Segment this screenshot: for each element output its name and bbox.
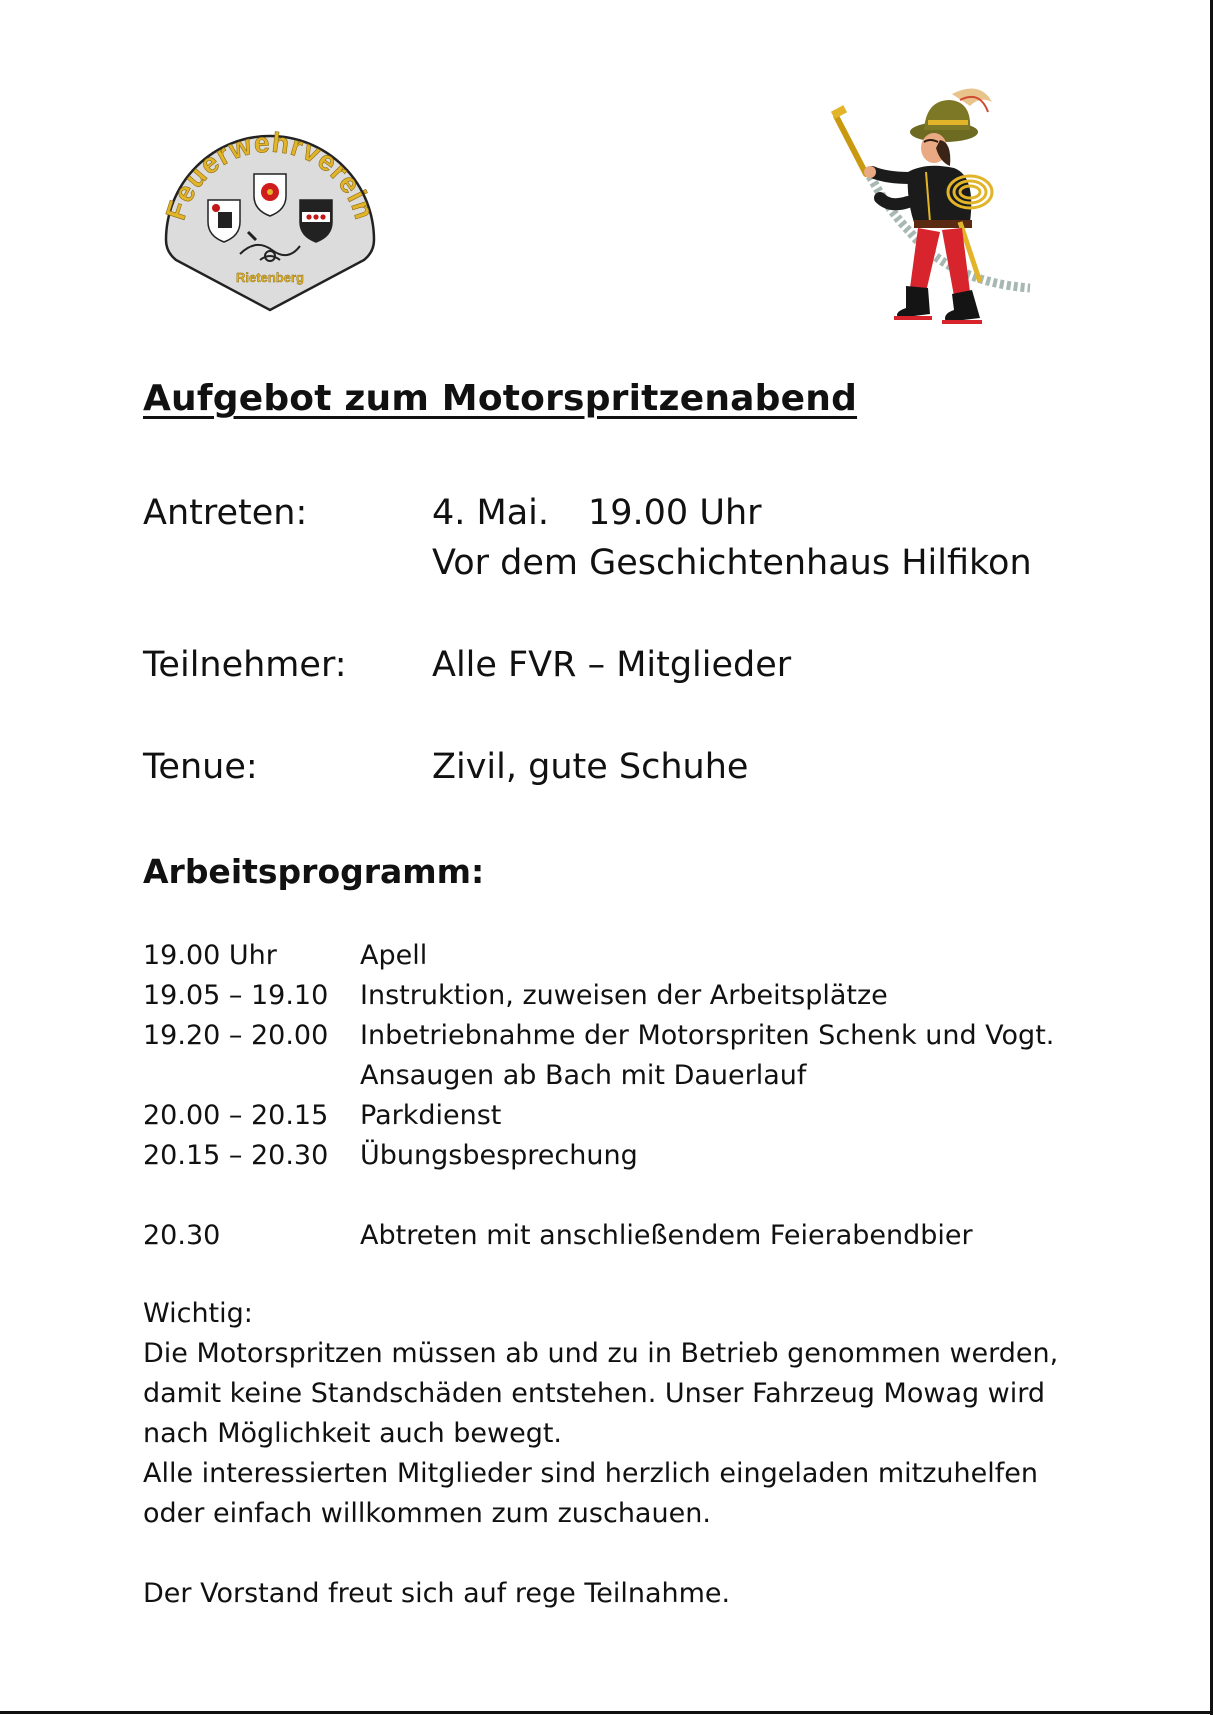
schedule-time: 20.15 – 20.30 (143, 1140, 329, 1171)
schedule-text: Apell (360, 940, 428, 971)
teilnehmer-value: Alle FVR – Mitglieder (432, 645, 792, 685)
schedule-time: 19.00 Uhr (143, 940, 277, 971)
note-line: oder einfach willkommen zum zuschauen. (143, 1498, 711, 1529)
logo-bottom-text: Rietenberg (236, 270, 304, 285)
schedule-time: 20.30 (143, 1220, 221, 1251)
antreten-label: Antreten: (143, 493, 308, 533)
note-line: nach Möglichkeit auch bewegt. (143, 1418, 563, 1449)
note-heading: Wichtig: (143, 1298, 253, 1329)
schedule-text: Inbetriebnahme der Motorspriten Schenk und Vogt. (360, 1020, 1055, 1051)
feuerwehrverein-logo (160, 128, 380, 318)
shield-left-icon (208, 200, 240, 242)
teilnehmer-label: Teilnehmer: (143, 645, 347, 685)
page-title: Aufgebot zum Motorspritzenabend (143, 378, 858, 419)
tenue-label: Tenue: (143, 747, 258, 787)
note-line: Alle interessierten Mitglieder sind herzlich eingeladen mitzuhelfen (143, 1458, 1038, 1489)
shield-right-icon (300, 200, 332, 242)
schedule-time: 19.05 – 19.10 (143, 980, 329, 1011)
closing-line: Der Vorstand freut sich auf rege Teilnahme. (143, 1578, 731, 1609)
program-title: Arbeitsprogramm: (143, 852, 485, 891)
antreten-date: 4. Mai. (432, 493, 550, 533)
schedule-text: Parkdienst (360, 1100, 502, 1131)
antreten-time: 19.00 Uhr (588, 493, 762, 533)
schedule-time: 19.20 – 20.00 (143, 1020, 329, 1051)
schedule-text-continued: Ansaugen ab Bach mit Dauerlauf (360, 1060, 807, 1091)
fireman-mascot-icon (830, 82, 1050, 362)
page-border-bottom (0, 1711, 1213, 1714)
note-line: Die Motorspritzen müssen ab und zu in Betrieb genommen werden, (143, 1338, 1059, 1369)
schedule-text: Übungsbesprechung (360, 1140, 638, 1171)
shield-center-icon (254, 174, 286, 216)
schedule-text: Instruktion, zuweisen der Arbeitsplätze (360, 980, 888, 1011)
antreten-place: Vor dem Geschichtenhaus Hilfikon (432, 543, 1032, 583)
schedule-time: 20.00 – 20.15 (143, 1100, 329, 1131)
logo-arc-text: Feuerwehrverein (160, 128, 380, 224)
note-line: damit keine Standschäden entstehen. Unser Fahrzeug Mowag wird (143, 1378, 1046, 1409)
tenue-value: Zivil, gute Schuhe (432, 747, 749, 787)
schedule-text: Abtreten mit anschließendem Feierabendbier (360, 1220, 973, 1251)
